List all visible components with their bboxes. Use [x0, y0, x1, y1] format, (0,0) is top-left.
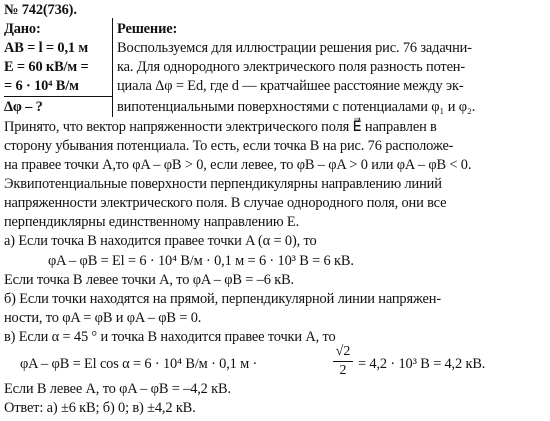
text-line-6: сторону убывания потенциала. То есть, если точка B на рис. 76 расположе- [4, 138, 454, 154]
solution-line-4: випотенциальными поверхностями с потенциалами φ₁ и φ₂. [117, 99, 476, 115]
text-line-5: Принято, что вектор напряженности электрического поля E⃗ направлен в [4, 119, 437, 135]
text-line-14: б) Если точки находятся на прямой, перпендикулярной линии напряжен- [4, 291, 441, 307]
given-label: Дано: [4, 21, 41, 37]
text-line-16: в) Если α = 45 ° и точка B находится правее точки A, то [4, 329, 336, 345]
given-divider [4, 96, 112, 97]
given-line-2: E = 60 кВ/м = [4, 59, 89, 75]
given-line-3: = 6 · 10⁴ В/м [4, 78, 79, 94]
given-unknown: Δφ – ? [4, 99, 43, 115]
solution-line-1: Воспользуемся для иллюстрации решения рис. 76 задачни- [117, 40, 472, 56]
solution-label: Решение: [117, 21, 178, 37]
solution-line-3: циала Δφ = Ed, где d — кратчайшее расстояние между эк- [117, 78, 464, 94]
text-line-7: на правее точки A,то φA – φB > 0, если левее, то φB – φA > 0 или φA – φB < 0. [4, 157, 472, 173]
text-line-9: напряженности электрического поля. В случае однородного поля, они все [4, 195, 447, 211]
text-line-8: Эквипотенциальные поверхности перпендикулярны направлению линий [4, 176, 442, 192]
fraction-numerator: √2 [335, 344, 351, 359]
fraction-bar [333, 361, 353, 362]
text-line-11: а) Если точка B находится правее точки A (α = 0), то [4, 233, 317, 249]
answer-line: Ответ: а) ±6 кВ; б) 0; в) ±4,2 кВ. [4, 400, 196, 416]
text-line-15: ности, то φA = φB и φA – φB = 0. [4, 310, 202, 326]
sqrt2-over-2-fraction [332, 344, 354, 379]
text-line-10: перпендиклярны единственному направлению E. [4, 214, 300, 230]
problem-number: № 742(736). [4, 2, 77, 18]
formula-line-c-left: φA – φB = El cos α = 6 · 10⁴ В/м · 0,1 м · [20, 356, 258, 372]
text-line-13: Если точка B левее точки A, то φA – φB = –6 кВ. [4, 272, 294, 288]
fraction-denominator: 2 [339, 363, 347, 378]
solution-line-2: ка. Для однородного электрического поля разность потен- [117, 59, 466, 75]
formula-line-c-right: = 4,2 · 10³ В = 4,2 кВ. [358, 356, 486, 372]
given-line-1: AB = l = 0,1 м [4, 40, 89, 56]
formula-line-a: φA – φB = El = 6 · 10⁴ В/м · 0,1 м = 6 · 10³ В = 6 кВ. [48, 253, 354, 269]
text-line-19: Если B левее A, то φA – φB = –4,2 кВ. [4, 381, 231, 397]
given-separator [112, 18, 113, 117]
